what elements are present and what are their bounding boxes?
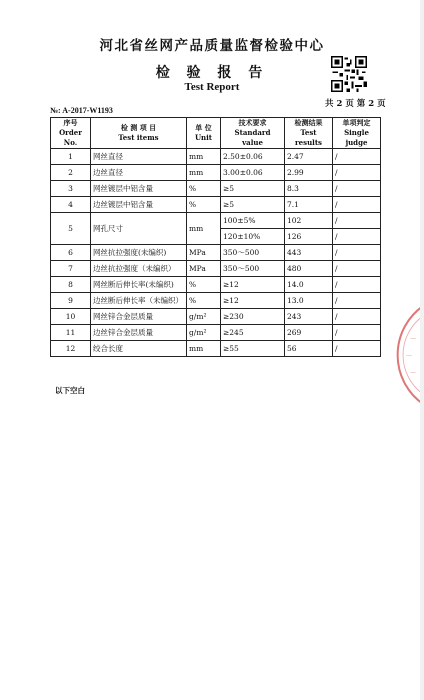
page-info: 共 2 页 第 2 页 [325,99,386,109]
col-order: 序号 Order No. [51,118,91,149]
svg-text:—: — [410,369,416,376]
table-row: 10 网丝锌合金层质量 g/m² ≥230 243 / [51,309,381,325]
col-standard: 技术要求 Standard value [221,118,285,149]
table-row: 6 网丝抗拉强度(未编织) MPa 350～500 443 / [51,245,381,261]
table-row: 9 边丝断后伸长率（未编织） % ≥12 13.0 / [51,293,381,309]
col-result: 检测结果 Test results [285,118,333,149]
table-row: 2 边丝直径 mm 3.00±0.06 2.99 / [51,165,381,181]
table-row: 3 网丝镀层中铝含量 % ≥5 8.3 / [51,181,381,197]
table-row: 7 边丝抗拉强度（未编织） MPa 350～500 480 / [51,261,381,277]
col-unit: 单 位 Unit [187,118,221,149]
table-row: 11 边丝锌合金层质量 g/m² ≥245 269 / [51,325,381,341]
report-title-en: Test Report [184,81,240,93]
page-edge [420,0,424,700]
table-header [51,118,381,149]
table-row: 1 网丝直径 mm 2.50±0.06 2.47 / [51,149,381,165]
qr-code-icon [331,56,367,92]
table-row: 4 边丝镀层中铝含量 % ≥5 7.1 / [51,197,381,213]
results-table [50,117,381,357]
table-row: 8 网丝断后伸长率(未编织) % ≥12 14.0 / [51,277,381,293]
blank-below-note: 以下空白 [55,386,85,395]
svg-text:—: — [406,352,412,359]
table-row-sub: 120±10% 126 / [51,229,381,245]
organization-name: 河北省丝网产品质量监督检验中心 [99,38,325,54]
col-judge: 单项判定 Single judge [333,118,381,149]
svg-text:—: — [410,335,416,342]
report-title-cn: 检 验 报 告 [155,65,269,81]
table-row: 5 网孔尺寸 mm 100±5% 102 / [51,213,381,229]
col-item: 检 测 项 目 Test items [91,118,187,149]
report-number: №: A-2017-W1193 [50,106,113,115]
table-row: 12 绞合长度 mm ≥55 56 / [51,341,381,357]
